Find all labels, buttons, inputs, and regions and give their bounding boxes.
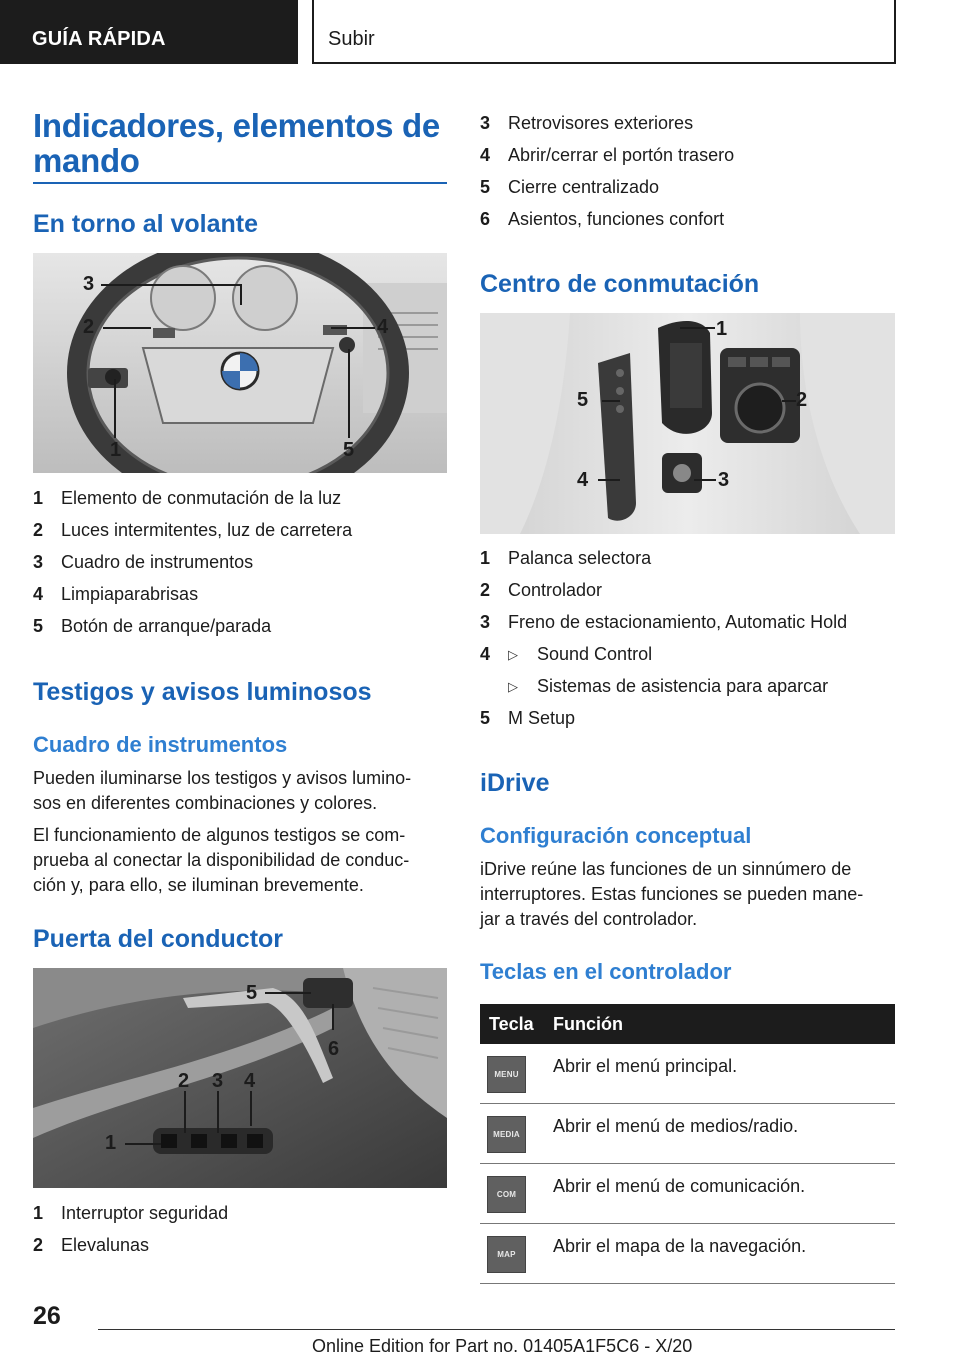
item-text: Cuadro de instrumentos	[61, 552, 254, 572]
callout-5: 5	[246, 982, 258, 1004]
page-number: 26	[33, 1302, 61, 1330]
driver-door-image	[33, 968, 447, 1188]
callout-6: 6	[328, 1038, 340, 1060]
table-row	[480, 1104, 895, 1164]
callout-5: 5	[577, 389, 589, 411]
column-header-key: Tecla	[489, 1013, 534, 1034]
text-line: ción y, para ello, se iluminan brevemente.	[33, 875, 364, 895]
item-number: 5	[480, 177, 491, 197]
section-tab: GUÍA RÁPIDA	[0, 0, 298, 64]
item-number: 1	[33, 1203, 44, 1223]
footer-rule	[98, 1329, 895, 1330]
keys-subheading: Teclas en el controlador	[480, 959, 732, 984]
item-number: 3	[33, 552, 44, 572]
list-item	[33, 482, 352, 514]
item-text: Sistemas de asistencia para aparcar	[537, 676, 829, 696]
list-item	[33, 1197, 228, 1229]
list-item	[480, 606, 847, 638]
item-number: 1	[33, 488, 44, 508]
steering-wheel-image	[33, 253, 447, 473]
text-line: interruptores. Estas funciones se pueden mane-	[480, 884, 864, 904]
list-item	[480, 702, 847, 734]
list-item	[480, 542, 847, 574]
list-item	[480, 670, 847, 702]
item-number: 6	[480, 209, 491, 229]
map-key-icon: MAP	[487, 1236, 526, 1273]
item-text: Abrir/cerrar el portón trasero	[508, 145, 735, 165]
item-number: 4	[480, 145, 491, 165]
list-item	[480, 171, 734, 203]
page-title-line1: Indicadores, elementos de	[33, 107, 440, 144]
item-text: Palanca selectora	[508, 548, 652, 568]
steering-list	[33, 482, 352, 642]
item-number: 4	[480, 644, 491, 664]
table-row	[480, 1164, 895, 1224]
warning-paragraph-1	[33, 766, 411, 816]
list-item	[33, 514, 352, 546]
item-text: Interruptor seguridad	[61, 1203, 229, 1223]
callout-4: 4	[577, 469, 589, 491]
key-cell	[480, 1224, 553, 1283]
text-line: Pueden iluminarse los testigos y avisos lumino-	[33, 768, 412, 788]
key-cell	[480, 1104, 553, 1163]
controller-keys-table	[480, 1004, 895, 1284]
list-item	[480, 107, 734, 139]
item-text: Controlador	[508, 580, 603, 600]
menu-key-icon: MENU	[487, 1056, 526, 1093]
item-text: Retrovisores exteriores	[508, 113, 694, 133]
item-number: 3	[480, 612, 491, 632]
title-rule	[33, 182, 447, 184]
table-row	[480, 1224, 895, 1284]
item-text: Asientos, funciones confort	[508, 209, 725, 229]
page-title-line2: mando	[33, 142, 140, 179]
item-number: 2	[33, 520, 44, 540]
callout-2: 2	[83, 316, 95, 338]
callout-2: 2	[178, 1070, 190, 1092]
item-text: Limpiaparabrisas	[61, 584, 199, 604]
text-line: jar a través del controlador.	[480, 909, 698, 929]
function-cell: Abrir el menú de medios/radio.	[553, 1116, 799, 1136]
list-item	[33, 1229, 228, 1261]
concept-subheading: Configuración conceptual	[480, 823, 752, 848]
item-text: Freno de estacionamiento, Automatic Hold	[508, 612, 848, 632]
item-number: 5	[480, 708, 491, 728]
item-number-empty	[480, 670, 508, 702]
function-cell: Abrir el mapa de la navegación.	[553, 1236, 807, 1256]
callout-3: 3	[83, 273, 95, 295]
item-text: M Setup	[508, 708, 576, 728]
steering-heading: En torno al volante	[33, 210, 259, 238]
edition-footer: Online Edition for Part no. 01405A1F5C6 - X/20	[312, 1336, 693, 1356]
table-row	[480, 1044, 895, 1104]
table-header	[480, 1004, 895, 1044]
key-cell	[480, 1164, 553, 1223]
triangle-bullet-icon: ▷	[508, 679, 518, 694]
item-number: 2	[33, 1235, 44, 1255]
list-item	[480, 203, 734, 235]
function-cell: Abrir el menú principal.	[553, 1056, 738, 1076]
list-item	[33, 578, 352, 610]
item-number: 2	[480, 580, 491, 600]
sub-item	[508, 670, 828, 702]
warning-heading: Testigos y avisos luminosos	[33, 678, 372, 706]
idrive-paragraph	[480, 857, 863, 932]
media-key-icon: MEDIA	[487, 1116, 526, 1153]
com-key-icon: COM	[487, 1176, 526, 1213]
callout-3: 3	[212, 1070, 224, 1092]
callout-4: 4	[244, 1070, 256, 1092]
item-number: 1	[480, 548, 491, 568]
list-item	[480, 139, 734, 171]
list-item	[480, 574, 847, 606]
function-cell: Abrir el menú de comunicación.	[553, 1176, 806, 1196]
item-text: Sound Control	[537, 644, 653, 664]
item-number: 5	[33, 616, 44, 636]
idrive-heading: iDrive	[480, 769, 550, 797]
center-console-image	[480, 313, 895, 534]
callout-5: 5	[343, 439, 355, 461]
callout-2: 2	[796, 389, 808, 411]
item-text: Cierre centralizado	[508, 177, 660, 197]
instruments-subheading: Cuadro de instrumentos	[33, 732, 288, 757]
item-number: 4	[33, 584, 44, 604]
callout-4: 4	[377, 316, 389, 338]
text-line: El funcionamiento de algunos testigos se com-	[33, 825, 406, 845]
door-list	[33, 1197, 228, 1261]
console-list	[480, 542, 847, 734]
door-list-continued	[480, 107, 734, 235]
list-item	[480, 638, 847, 670]
callout-1: 1	[105, 1132, 117, 1154]
text-line: sos en diferentes combinaciones y colores.	[33, 793, 378, 813]
console-heading: Centro de conmutación	[480, 270, 760, 298]
warning-paragraph-2	[33, 823, 409, 898]
callout-1: 1	[716, 318, 728, 340]
door-heading: Puerta del conductor	[33, 925, 284, 953]
text-line: prueba al conectar la disponibilidad de conduc-	[33, 850, 410, 870]
item-text: Botón de arranque/parada	[61, 616, 272, 636]
text-line: iDrive reúne las funciones de un sinnúmero de	[480, 859, 852, 879]
item-text: Luces intermitentes, luz de carretera	[61, 520, 353, 540]
key-cell	[480, 1044, 553, 1103]
column-header-function: Función	[553, 1013, 623, 1034]
item-text: Elevalunas	[61, 1235, 150, 1255]
sub-item	[508, 638, 652, 670]
list-item	[33, 610, 352, 642]
item-number: 3	[480, 113, 491, 133]
item-text: Elemento de conmutación de la luz	[61, 488, 342, 508]
callout-1: 1	[110, 439, 122, 461]
up-link[interactable]: Subir	[312, 0, 896, 64]
triangle-bullet-icon: ▷	[508, 647, 518, 662]
list-item	[33, 546, 352, 578]
callout-3: 3	[718, 469, 730, 491]
